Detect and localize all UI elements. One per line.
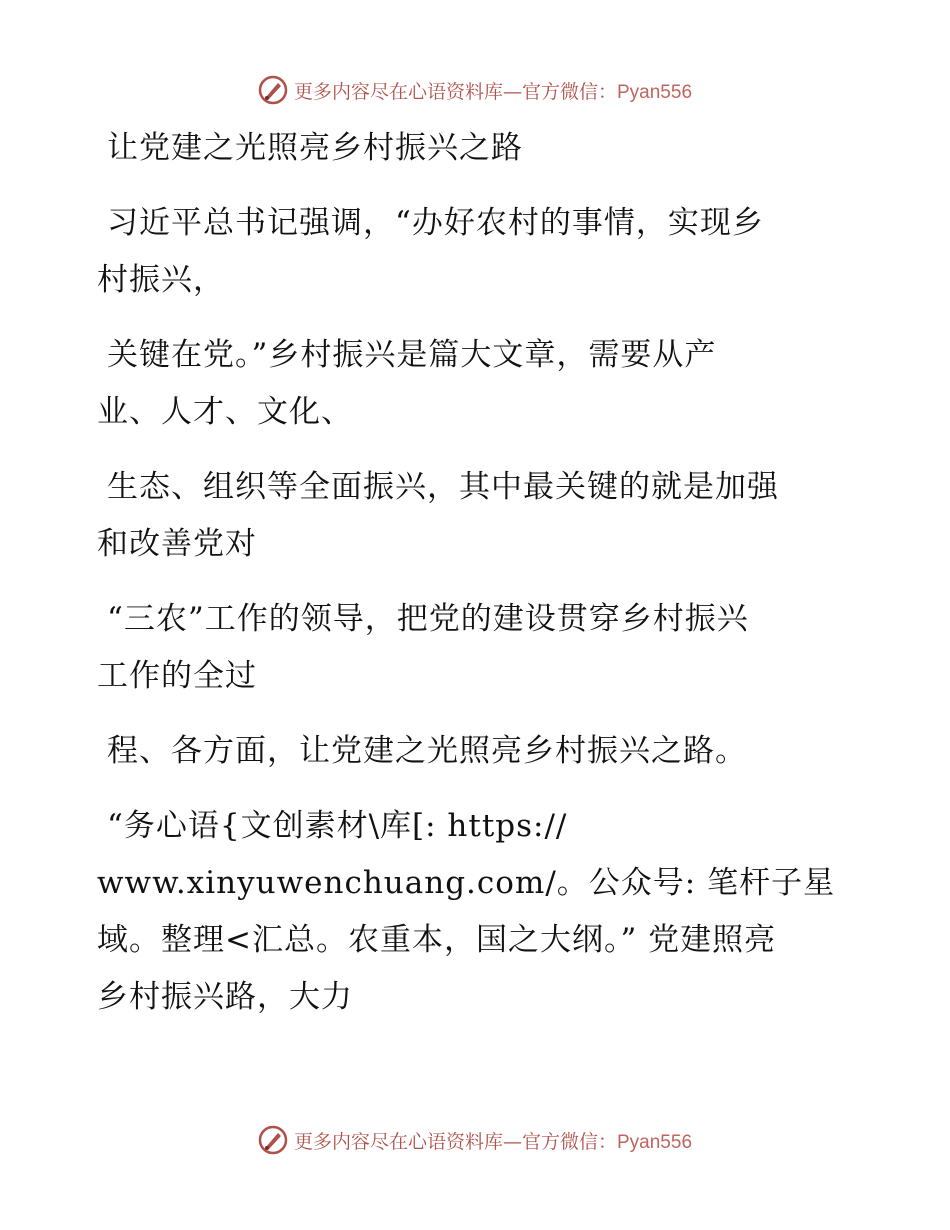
paragraph-line: 习近平总书记强调，“办好农村的事情，实现乡 [107, 205, 764, 241]
paragraph-line: 工作的全过 [97, 658, 257, 694]
paragraph-line: “务心语{文创素材\库[: https:// [107, 808, 568, 844]
header-banner [0, 70, 950, 110]
paragraph-line: 程、各方面，让党建之光照亮乡村振兴之路。 [107, 733, 747, 769]
paragraph-line: 生态、组织等全面振兴，其中最关键的就是加强 [107, 469, 779, 505]
document-body [97, 120, 857, 1026]
paragraph-line: 村振兴， [97, 262, 225, 298]
footer-banner [0, 1120, 950, 1160]
footer-banner-text: 更多内容尽在心语资料库—官方微信：Pyan556 [293, 1130, 693, 1153]
paragraph-line: 乡村振兴路，大力 [97, 979, 353, 1015]
pen-logo-icon [258, 75, 288, 105]
document-title: 让党建之光照亮乡村振兴之路 [107, 130, 523, 166]
paragraph-line: 业、人才、文化、 [97, 394, 353, 430]
paragraph-line: 关键在党。”乡村振兴是篇大文章，需要从产 [107, 337, 717, 373]
paragraph-line: “三农”工作的领导，把党的建设贯穿乡村振兴 [107, 601, 749, 637]
paragraph-line: 域。整理<汇总。农重本，国之大纲。” 党建照亮 [97, 922, 777, 958]
paragraph-line: www.xinyuwenchuang.com/。公众号: 笔杆子星 [97, 865, 836, 901]
paragraph-line: 和改善党对 [97, 526, 257, 562]
pen-logo-icon [258, 1125, 288, 1155]
header-banner-text: 更多内容尽在心语资料库—官方微信：Pyan556 [293, 80, 693, 103]
